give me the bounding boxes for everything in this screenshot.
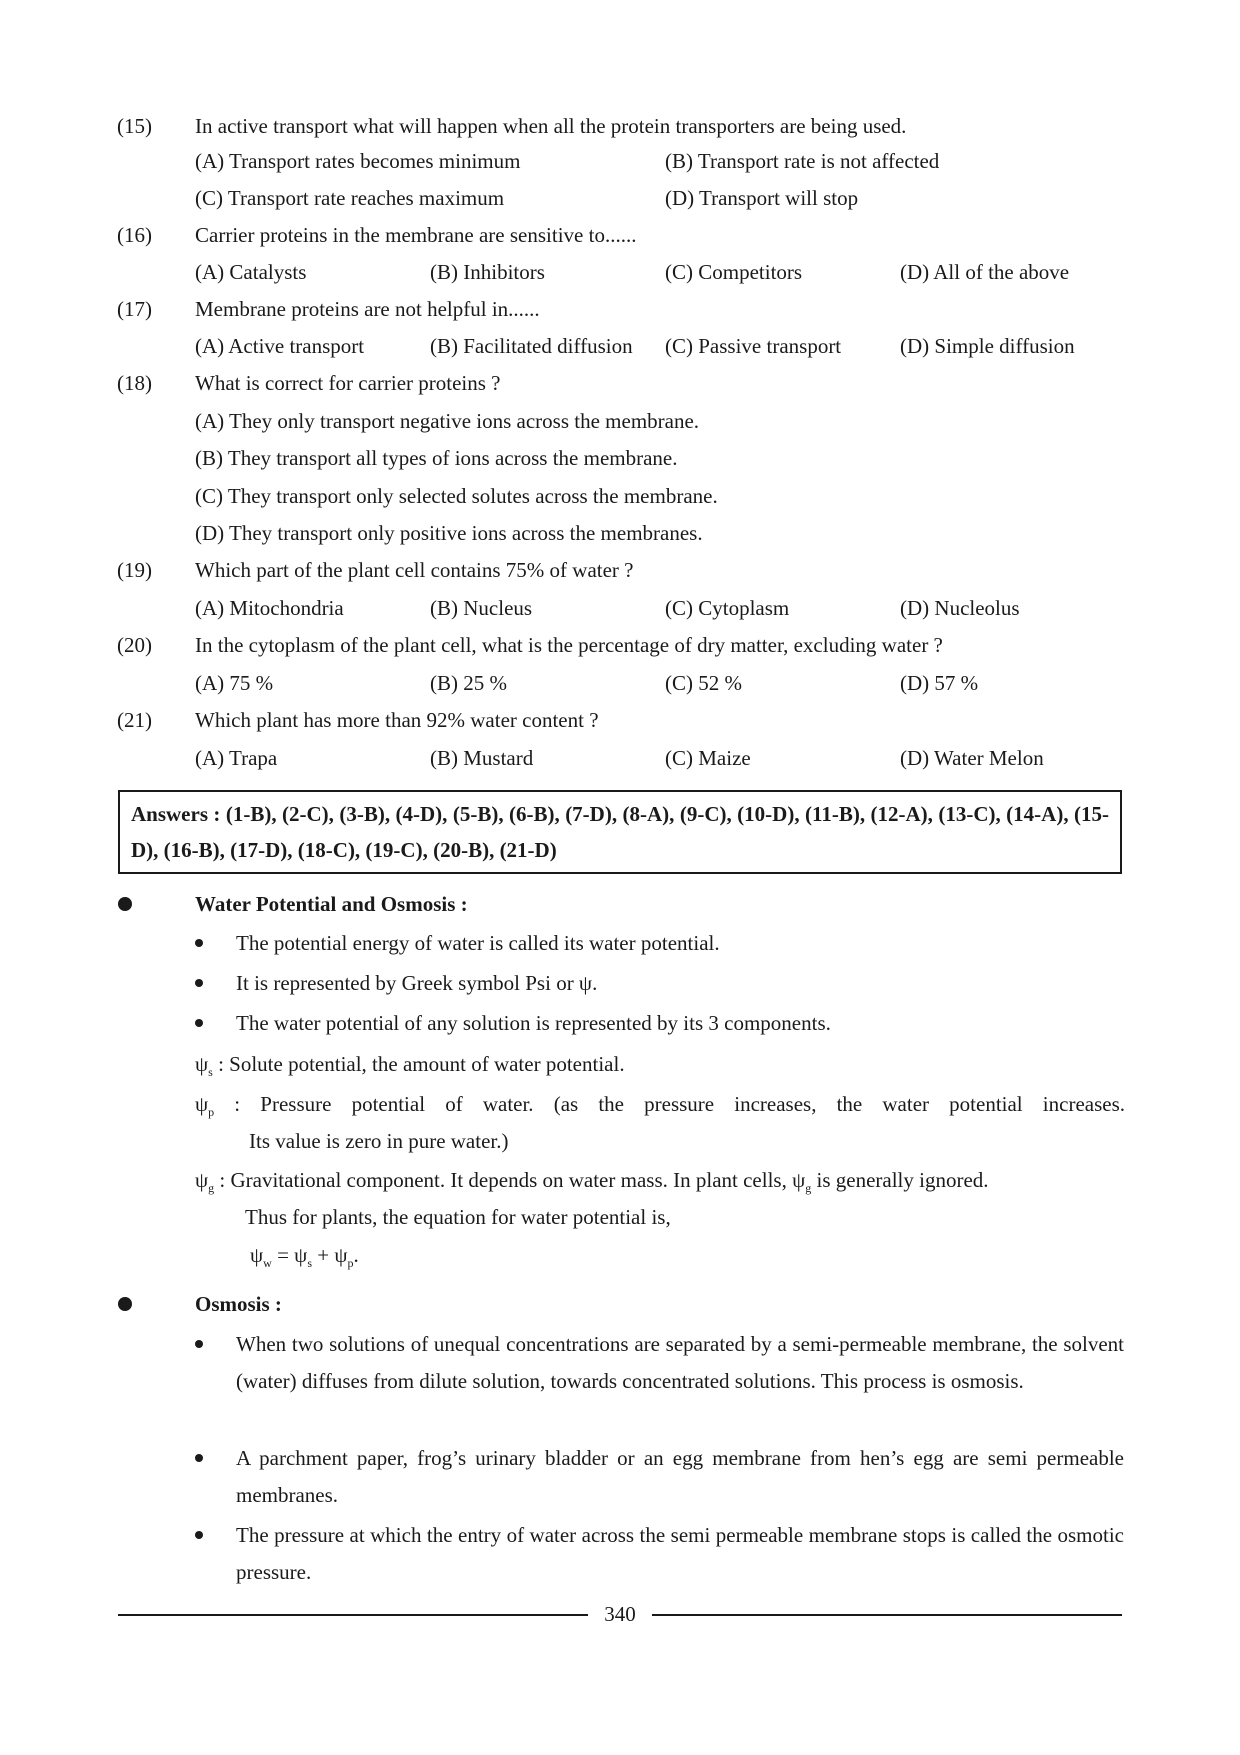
- psi-symbol: ψ: [195, 1052, 209, 1076]
- option-d: (D) They transport only positive ions across the membranes.: [195, 521, 703, 545]
- question-text: Which plant has more than 92% water content ?: [195, 708, 599, 732]
- psi-symbol: ψ: [195, 1092, 209, 1116]
- question-text: What is correct for carrier proteins ?: [195, 371, 501, 395]
- question-number: (16): [117, 223, 152, 247]
- page-number: 340: [604, 1602, 636, 1626]
- section-bullet-icon: [118, 1297, 132, 1311]
- water-potential-equation: [250, 1237, 550, 1274]
- option-d: (D) Simple diffusion: [900, 334, 1075, 358]
- option-b: (B) Transport rate is not affected: [665, 149, 940, 173]
- options-row: [117, 183, 1127, 213]
- option-c: (C) They transport only selected solutes across the membrane.: [195, 484, 718, 508]
- question-21: [117, 705, 1127, 735]
- options-row: [117, 743, 1127, 773]
- section-heading-water-potential: Water Potential and Osmosis :: [195, 892, 468, 916]
- psi-subscript: s: [208, 1065, 213, 1079]
- option-a: (A) Transport rates becomes minimum: [195, 149, 521, 173]
- bullet-icon: [195, 939, 203, 947]
- bullet-icon: [195, 979, 203, 987]
- component-pressure-potential: [195, 1086, 1125, 1160]
- option-c: (C) Competitors: [665, 260, 803, 284]
- question-number: (19): [117, 558, 152, 582]
- equals-sign: =: [271, 1243, 295, 1267]
- psi-subscript: w: [263, 1256, 272, 1270]
- option-d: (D) Water Melon: [900, 746, 1044, 770]
- option-b: (B) They transport all types of ions across the membrane.: [195, 446, 678, 470]
- question-number: (20): [117, 633, 152, 657]
- option-d: (D) Nucleolus: [900, 596, 1020, 620]
- answer-key-box: Answers : (1-B), (2-C), (3-B), (4-D), (5-B), (6-B), (7-D), (8-A), (9-C), (10-D), (11-B), (12-A), (13-C), (14-A), (15-D), (16-B), (17-D), (18-C), (19-C), (20-B), (21-D): [118, 790, 1122, 874]
- option-c: (C) Passive transport: [665, 334, 842, 358]
- question-16: [117, 220, 1127, 250]
- option-a: (A) Catalysts: [195, 260, 307, 284]
- option-c: (C) Maize: [665, 746, 751, 770]
- option-c: (C) Transport rate reaches maximum: [195, 186, 505, 210]
- question-text: Which part of the plant cell contains 75% of water ?: [195, 558, 634, 582]
- component-text: is generally ignored.: [811, 1168, 989, 1192]
- question-text: Carrier proteins in the membrane are sensitive to......: [195, 223, 637, 247]
- bullet-icon: [195, 1454, 203, 1462]
- psi-subscript: s: [307, 1256, 312, 1270]
- options-row: [117, 257, 1127, 287]
- osmosis-point: The pressure at which the entry of water across the semi permeable membrane stops is called the osmotic pressure.: [236, 1523, 1124, 1584]
- water-potential-point: The water potential of any solution is represented by its 3 components.: [236, 1011, 831, 1035]
- options-row: [117, 146, 1127, 176]
- period: .: [353, 1243, 359, 1267]
- question-20: [117, 630, 1127, 660]
- option-d: (D) Transport will stop: [665, 186, 859, 210]
- psi-symbol: ψ: [792, 1168, 806, 1192]
- component-text: : Gravitational component. It depends on water mass. In plant cells,: [214, 1168, 793, 1192]
- footer-rule-left: [118, 1614, 588, 1616]
- question-text: In active transport what will happen when all the protein transporters are being used.: [195, 114, 907, 138]
- plus-sign: +: [312, 1243, 335, 1267]
- psi-subscript: p: [208, 1105, 215, 1119]
- water-potential-point: The potential energy of water is called its water potential.: [236, 931, 720, 955]
- component-solute-potential: [195, 1046, 1125, 1083]
- psi-subscript: p: [347, 1256, 354, 1270]
- question-number: (15): [117, 114, 152, 138]
- component-text-continued: Its value is zero in pure water.): [249, 1129, 509, 1153]
- psi-symbol: ψ: [250, 1243, 264, 1267]
- section-heading-osmosis: Osmosis :: [195, 1292, 282, 1316]
- osmosis-point: A parchment paper, frog’s urinary bladder or an egg membrane from hen’s egg are semi permeable membranes.: [236, 1446, 1124, 1507]
- osmosis-point: When two solutions of unequal concentrations are separated by a semi-permeable membrane, the solvent (water) diffuses from dilute solution, towards concentrated solutions. This process is osmosis.: [236, 1332, 1124, 1393]
- water-potential-point: It is represented by Greek symbol Psi or ψ.: [236, 971, 598, 995]
- options-row: [117, 406, 1127, 436]
- bullet-icon: [195, 1340, 203, 1348]
- option-a: (A) Mitochondria: [195, 596, 344, 620]
- question-18: [117, 368, 1127, 398]
- option-b: (B) Nucleus: [430, 596, 533, 620]
- option-b: (B) Facilitated diffusion: [430, 334, 633, 358]
- option-b: (B) 25 %: [430, 671, 507, 695]
- psi-symbol: ψ: [294, 1243, 308, 1267]
- option-d: (D) 57 %: [900, 671, 979, 695]
- option-a: (A) They only transport negative ions across the membrane.: [195, 409, 700, 433]
- option-c: (C) 52 %: [665, 671, 742, 695]
- question-number: (17): [117, 297, 152, 321]
- options-row: [117, 518, 1127, 548]
- psi-subscript: g: [208, 1181, 215, 1195]
- question-text: In the cytoplasm of the plant cell, what is the percentage of dry matter, excluding water ?: [195, 633, 943, 657]
- section-bullet-icon: [118, 897, 132, 911]
- options-row: [117, 593, 1127, 623]
- options-row: [117, 443, 1127, 473]
- component-text-continued: Thus for plants, the equation for water potential is,: [245, 1205, 671, 1229]
- component-text: : Solute potential, the amount of water potential.: [212, 1052, 625, 1076]
- question-17: [117, 294, 1127, 324]
- question-number: (18): [117, 371, 152, 395]
- option-d: (D) All of the above: [900, 260, 1070, 284]
- option-b: (B) Inhibitors: [430, 260, 545, 284]
- bullet-icon: [195, 1019, 203, 1027]
- options-row: [117, 331, 1127, 361]
- question-19: [117, 555, 1127, 585]
- option-a: (A) Active transport: [195, 334, 365, 358]
- question-number: (21): [117, 708, 152, 732]
- options-row: [117, 481, 1127, 511]
- footer-rule-right: [652, 1614, 1122, 1616]
- psi-subscript: g: [805, 1181, 812, 1195]
- psi-symbol: ψ: [195, 1168, 209, 1192]
- psi-symbol: ψ: [334, 1243, 348, 1267]
- option-a: (A) 75 %: [195, 671, 274, 695]
- component-text: : Pressure potential of water. (as the pressure increases, the water potential increases.: [214, 1092, 1125, 1116]
- component-gravitational: [195, 1162, 1125, 1236]
- bullet-icon: [195, 1531, 203, 1539]
- option-c: (C) Cytoplasm: [665, 596, 790, 620]
- option-a: (A) Trapa: [195, 746, 278, 770]
- question-text: Membrane proteins are not helpful in......: [195, 297, 540, 321]
- options-row: [117, 668, 1127, 698]
- option-b: (B) Mustard: [430, 746, 534, 770]
- question-15: [117, 111, 1127, 141]
